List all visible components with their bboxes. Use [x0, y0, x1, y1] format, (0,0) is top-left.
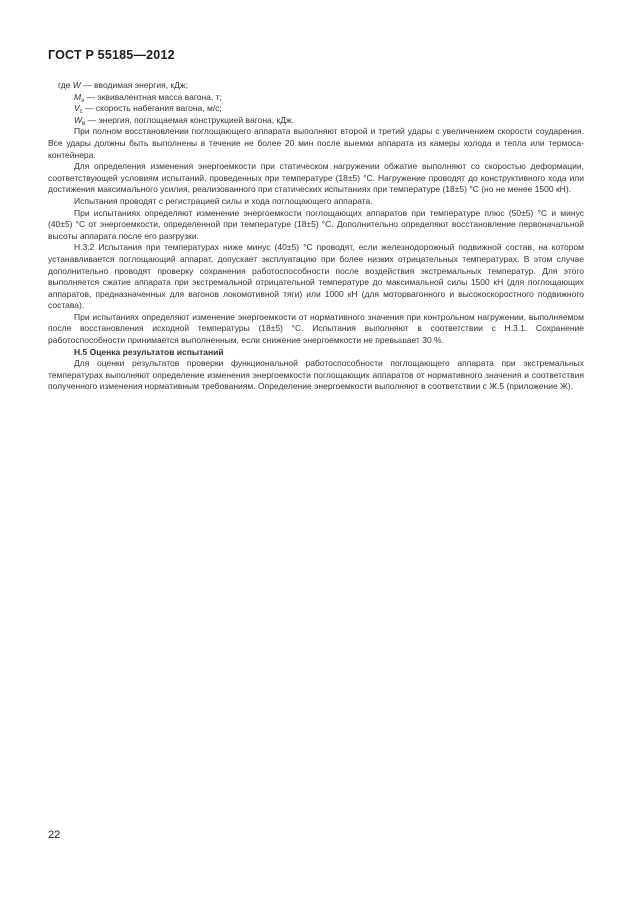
definition-line — [48, 103, 584, 115]
paragraph: Для определения изменения энергоемкости при статическом нагружении обжатие выполняют со скоростью деформации, соответствующей условиям испытаний, проведенных при температуре (18±5) °С. Нагружение проводят до конструктивного хода или достижения максимального усилия, реализованного при статических испытаниях при температуре (18±5) °С (но не менее 1500 кН). — [48, 161, 584, 195]
definition-symbol: W — [72, 80, 81, 90]
definition-line — [48, 115, 584, 127]
paragraph: При испытаниях определяют изменение энергоемкости от нормативного значения при контрольном нагружении, выполняемом после восстановления исходной температуры (18±5) °С. Испытания выполняют в соответствии с Н.3.1. Сохранение работоспособности принимается выполненным, если снижение энергоемкости не превышает 30 %. — [48, 311, 584, 346]
definition-symbol: W — [74, 114, 83, 125]
definition-text: — скорость набегания вагона, м/с; — [82, 103, 222, 114]
paragraph: Испытания проводят с регистрацией силы и хода поглощающего аппарата. — [74, 195, 373, 206]
definition-line — [48, 80, 584, 92]
page-number: 22 — [48, 829, 61, 841]
document-header: ГОСТ Р 55185—2012 — [48, 48, 175, 62]
definition-text: — вводимая энергия, кДж; — [80, 80, 188, 90]
definition-text: — энергия, поглощаемая конструкцией вагона, кДж. — [85, 114, 294, 125]
definition-subscript: c — [79, 109, 83, 116]
definition-symbol: M — [74, 91, 82, 102]
paragraph: При испытаниях определяют изменение энергоемкости поглощающих аппаратов при температуре плюс (50±5) °С и минус (40±5) °С от энергоемкости, определенной при температуре (18±5) °С. Дополнительно определяют восстановление первоначальной высоты аппарата после его разгрузки. — [48, 207, 584, 241]
definition-subscript: в — [82, 120, 86, 127]
section-heading: Н.5 Оценка результатов испытаний — [74, 346, 224, 357]
document-body — [48, 80, 584, 393]
paragraph: Н.3.2 Испытания при температурах ниже минус (40±5) °С проводят, если железнодорожный подвижной состав, на котором устанавливается поглощающий аппарат, допускает эксплуатацию при более низких отрицательных температурах. В этом случае дополнительно проводят проверку сохранения работоспособности после воздействия экстремальных температур. Для этого выполняется сжатие аппарата при экстремальной отрицательной температуре до максимальной силы 1500 кН (для поглощающих аппаратов, предназначенных для вагонов локомотивной тяги) или 1000 кН (для моторвагонного и высокоскоростного подвижного состава). — [48, 242, 584, 311]
definition-prefix: где — [58, 80, 73, 90]
definition-subscript: э — [81, 97, 85, 104]
definition-text: — эквивалентная масса вагона, т; — [84, 91, 222, 102]
paragraph: Для оценки результатов проверки функциональной работоспособности поглощающего аппарата при экстремальных температурах выполняют определение изменения энергоемкости поглощающих аппаратов от нормативного значения и соответствия полученного изменения нормативным требованиям. Определение энергоемкости выполняют в соответствии с Ж.5 (приложение Ж). — [48, 358, 584, 392]
definition-line — [48, 92, 584, 104]
definition-symbol: V — [74, 103, 80, 114]
variable-definitions — [48, 80, 584, 126]
paragraph: При полном восстановлении поглощающего аппарата выполняют второй и третий удары с увеличением скорости соударения. Все удары должны быть выполнены в течение не более 20 мин после выемки аппарата из камеры холода и тепла или термоса-контейнера. — [48, 126, 584, 160]
